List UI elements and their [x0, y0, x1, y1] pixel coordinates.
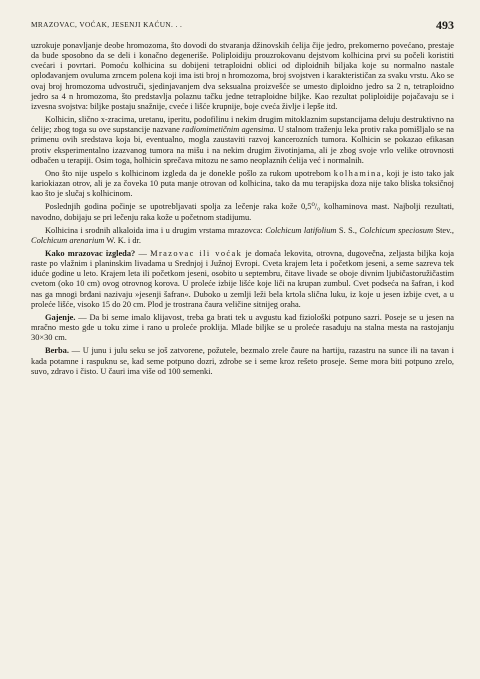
text-run: Ono što nije uspelo s kolhicinom izgleda da je donekle pošlo za rukom upotrebom [45, 168, 334, 178]
species-name: Colchicum arenarium [31, 235, 105, 245]
text-run: U stalnom traženju leka protiv raka pomišljalo se na primenu ovih sredstava koja bi, eventualno, mogla zaustaviti razvoj kancerozních tumora. Kolhicin se pokazao efikasan protiv eksperimentalno izazvanog tumora na mišu i na nekim drugim životinjama, ali je zbog svoje vrlo velike otrovnosti odbačen u terapiji. Osim toga, holhicin sprečava mitozu ne samo neoplaznih ćelija već i normalnih. [31, 125, 455, 165]
page-header [31, 18, 454, 34]
text-run: je domaća lekovita, otrovna, dugovečna, zeljasta biljka koja raste po vlažnim i planinskim livadama u Srednjoj i Južnoj Evropi. Cveta krajem leta i početkom jeseni, a seme sazreva tek iduće godine u leto. Krajem leta ili početkom jeseni, osobito u septembru, čitave livade se oboje divnim ljubičastoružičastim cvetom (oko 10 cm) ovog otrovnog korova. U proleće izbije lišće koje liči na krupan zumbul. Cvet podseća na šafran, i kod nas ga mnogi brđani nazivaju »jesenji šafran«. Duboko u zemlji leži bela krtola slična luku, iz koje u jesen izbije cvet, a u proleće lišće, visoko 15 do 20 cm. Plod je trostrana čaura veličine sitnijeg oraha. [31, 248, 455, 309]
page-body [31, 41, 454, 380]
running-head: MRAZOVAC, VOĆAK, JESENJI KAĆUN. . . [31, 20, 183, 29]
text-run: — Da bi seme imalo klijavost, treba ga brati tek u avgustu kad fiziološki potpuno sazri. Posejе se u jesen na mračno mesto gde u toku zime i rano u proleće proklija. Mlade biljke se u proleće rasađuju na stalna mesta na rastojanju 30×30 cm. [31, 312, 454, 343]
section-heading: Gajenje. [45, 312, 76, 322]
text-run: Kolhicina i srodnih alkaloida ima i u drugim vrstama mrazovca: [45, 225, 266, 235]
section-heading: Kako mrazovac izgleda? [45, 248, 136, 258]
section-harvest [31, 346, 454, 376]
spaced-term: kolhamina [333, 168, 382, 178]
text-run: Kolhicin, slično x-zracima, uretanu, iperitu, podofilinu i nekim drugim mitoklaznim supstancijama deluju destruktivno na ćelije; zbog toga su ove supstancije nazvane [31, 115, 454, 135]
paragraph-colchicine-polyploidy: uzrokuje ponavljanje deobe hromozoma, što dovodi do stvaranja džinovskih ćelija čije jedro, prekomerno povećano, prestaje da bude sposobno da se deli i konačno degeneriše. Poliploidiju prouzrokovanu dejstvom kolhicina prvi su počeli koristiti cvećari i povrtari. Pomoću kolhicina su dobijeni tetraploidni oblici od diploidnih biljaka koje su normalno nastale oplođavanjem ovuluma zrncem polena koji ima isti broj n hromozoma, broj svojstven i karakterističan za svaku vrstu. Ako se ovaj broj hromozoma udvostruči, sjedinjavanjem dva seksualna proizvešće se umesto diploidno jedro sa 2 n, tetraploidno jedro sa 4 n hromozoma, što predstavlja polaznu tačku jedne tetraploidne biljke. Kao rezultat poliploidije pojačavaju se i izvesna svojstva: biljke postaju snažnije, cveće i lišće krupnije, boje cveća življe i lepše itd. [31, 41, 454, 111]
paragraph-kolhamin [31, 169, 454, 199]
section-heading: Berba. [45, 346, 69, 356]
species-name: Colchicum latifolium [265, 225, 337, 235]
text-run: — U junu i julu seku se još zatvorene, požutele, bezmalo zrele čaure na hartiju, razastru na sunce ili na tavan i kada potamne i raspuknu se, kad seme potpuno dozri, zdrobe se i seme kroz rešeto proseje. Seme mora biti potpuno zrelo, suvo, zdravo i čisto. U čauri ima više od 100 semenki. [31, 346, 454, 376]
text-run: W. K. i dr. [104, 235, 141, 245]
paragraph-radiomimetic [31, 115, 454, 166]
text-run: — [135, 248, 151, 258]
text-run: Stev., [433, 225, 454, 235]
text-run: , koji je isto tako jak kariokiazan otrov, ali je za čoveka 10 puta manje otrovan od kolhicina, tako da mu terapijska doza nije tako bliska toksičnoj kao što je slučaj s kolhicinom. [31, 168, 455, 199]
paragraph-other-species [31, 226, 454, 246]
emphasis-term: radiomimetičnim agensima. [182, 125, 276, 135]
paragraph-skin-cancer: Poslednjih godina počinje se upotrebljavati spolja za lečenje raka kože 0,5⁰/₀ kolhaminova mast. Najbolji rezultati, navodno, dobijaju se pri lečenju raka kože u početnom stadijumu. [31, 202, 454, 222]
species-name: Colchicum speciosum [359, 225, 434, 235]
spaced-term: Mrazovac ili voćak [150, 248, 243, 258]
section-description [31, 249, 454, 310]
text-run: S. S., [336, 225, 360, 235]
section-cultivation [31, 313, 454, 343]
page-number: 493 [436, 18, 454, 32]
